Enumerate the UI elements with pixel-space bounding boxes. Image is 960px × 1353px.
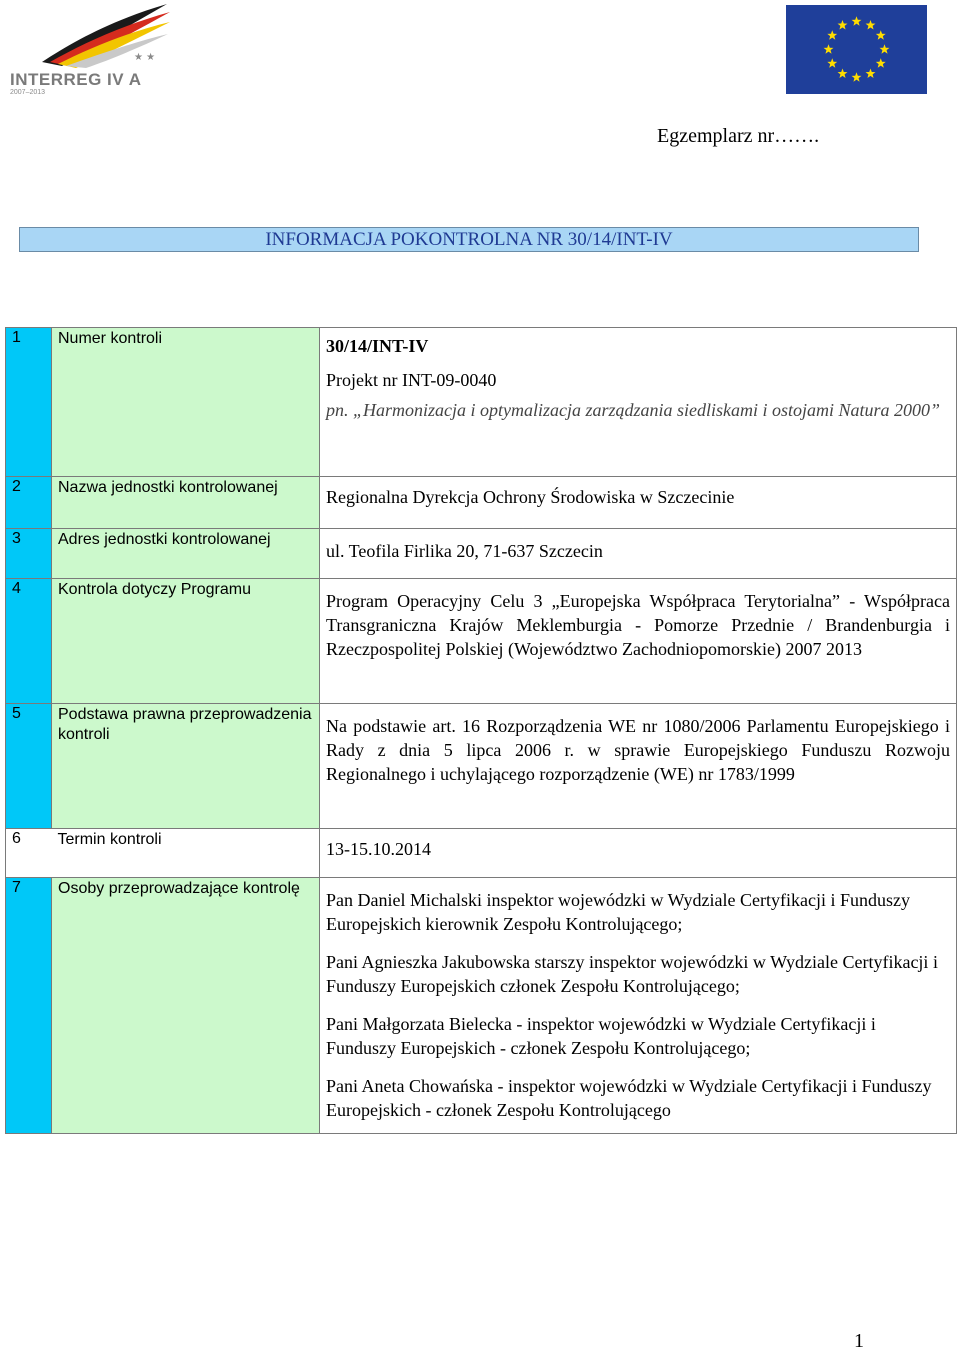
table-row	[6, 477, 957, 529]
eu-star-icon	[827, 30, 837, 39]
row-value	[320, 878, 957, 1134]
eu-star-icon	[838, 20, 848, 29]
eu-star-icon	[852, 72, 862, 81]
eu-star-icon	[876, 58, 886, 67]
table-row	[6, 328, 957, 477]
page-number: 1	[854, 1330, 864, 1352]
table-row	[6, 579, 957, 704]
row-value	[320, 829, 957, 878]
eu-star-icon	[876, 30, 886, 39]
interreg-wordmark: INTERREG IV A	[10, 70, 142, 89]
row-value	[320, 704, 957, 829]
row-value	[320, 328, 957, 477]
interreg-logo	[6, 2, 176, 97]
inspector-3: Pani Małgorzata Bielecka - inspektor wojewódzki w Wydziale Certyfikacji i Funduszy Europejskich - członek Zespołu Kontrolującego;	[326, 1014, 876, 1058]
unit-address: ul. Teofila Firlika 20, 71-637 Szczecin	[326, 541, 603, 561]
row-label: Podstawa prawna przeprowadzenia kontroli	[52, 704, 320, 829]
row-label: Adres jednostki kontrolowanej	[52, 529, 320, 579]
inspection-info-table	[5, 327, 957, 1134]
project-name: pn. „Harmonizacja i optymalizacja zarządzania siedliskami i ostojami Natura 2000”	[326, 400, 941, 420]
row-label: Nazwa jednostki kontrolowanej	[52, 477, 320, 529]
table-row	[6, 529, 957, 579]
table-row	[6, 878, 957, 1134]
program-name: Program Operacyjny Celu 3 „Europejska Współpraca Terytorialna” - Współpraca Transgraniczna Krajów Meklemburgia - Pomorze Przednie / Brandenburgia i Rzeczpospolitej Polskiej (Województwo Zachodniopomorskie) 2007 2013	[326, 591, 950, 659]
svg-text:★ ★: ★ ★	[134, 52, 156, 63]
eu-star-icon	[880, 44, 890, 53]
copy-number: Egzemplarz nr…….	[657, 125, 820, 147]
legal-basis: Na podstawie art. 16 Rozporządzenia WE nr 1080/2006 Parlamentu Europejskiego i Rady z dnia 5 lipca 2006 r. w sprawie Europejskiego Funduszu Rozwoju Regionalnego i uchylającego rozporządzenie (WE) nr 1783/1999	[326, 716, 950, 784]
row-number: 4	[6, 579, 52, 704]
row-number: 1	[6, 328, 52, 477]
eu-star-icon	[852, 16, 862, 25]
row-number: 5	[6, 704, 52, 829]
eu-star-icon	[838, 69, 848, 78]
row-value	[320, 529, 957, 579]
row-label: Kontrola dotyczy Programu	[52, 579, 320, 704]
eu-star-icon	[866, 69, 876, 78]
row-value	[320, 579, 957, 704]
eu-star-icon	[827, 58, 837, 67]
eu-star-icon	[866, 20, 876, 29]
row-number: 6	[6, 829, 52, 878]
document-title: INFORMACJA POKONTROLNA NR 30/14/INT-IV	[19, 227, 919, 252]
row-number: 3	[6, 529, 52, 579]
eu-flag-icon	[786, 5, 927, 94]
interreg-swoosh-icon	[42, 2, 172, 70]
inspection-dates: 13-15.10.2014	[326, 839, 431, 859]
eu-star-icon	[824, 44, 834, 53]
row-label: Numer kontroli	[52, 328, 320, 477]
inspector-1: Pan Daniel Michalski inspektor wojewódzki w Wydziale Certyfikacji i Funduszy Europejskich kierownik Zespołu Kontrolującego;	[326, 890, 910, 934]
row-number: 7	[6, 878, 52, 1134]
row-value	[320, 477, 957, 529]
interreg-years: 2007–2013	[10, 89, 46, 96]
row-label: Termin kontroli	[52, 829, 320, 878]
table-row	[6, 829, 957, 878]
row-number: 2	[6, 477, 52, 529]
inspector-2: Pani Agnieszka Jakubowska starszy inspektor wojewódzki w Wydziale Certyfikacji i Funduszy Europejskich członek Zespołu Kontrolującego;	[326, 952, 938, 996]
table-row	[6, 704, 957, 829]
inspection-number: 30/14/INT-IV	[326, 336, 429, 356]
project-number: Projekt nr INT-09-0040	[326, 370, 497, 390]
unit-name: Regionalna Dyrekcja Ochrony Środowiska w Szczecinie	[326, 487, 735, 507]
inspector-4: Pani Aneta Chowańska - inspektor wojewódzki w Wydziale Certyfikacji i Funduszy Europejskich - członek Zespołu Kontrolującego	[326, 1076, 932, 1120]
row-label: Osoby przeprowadzające kontrolę	[52, 878, 320, 1134]
